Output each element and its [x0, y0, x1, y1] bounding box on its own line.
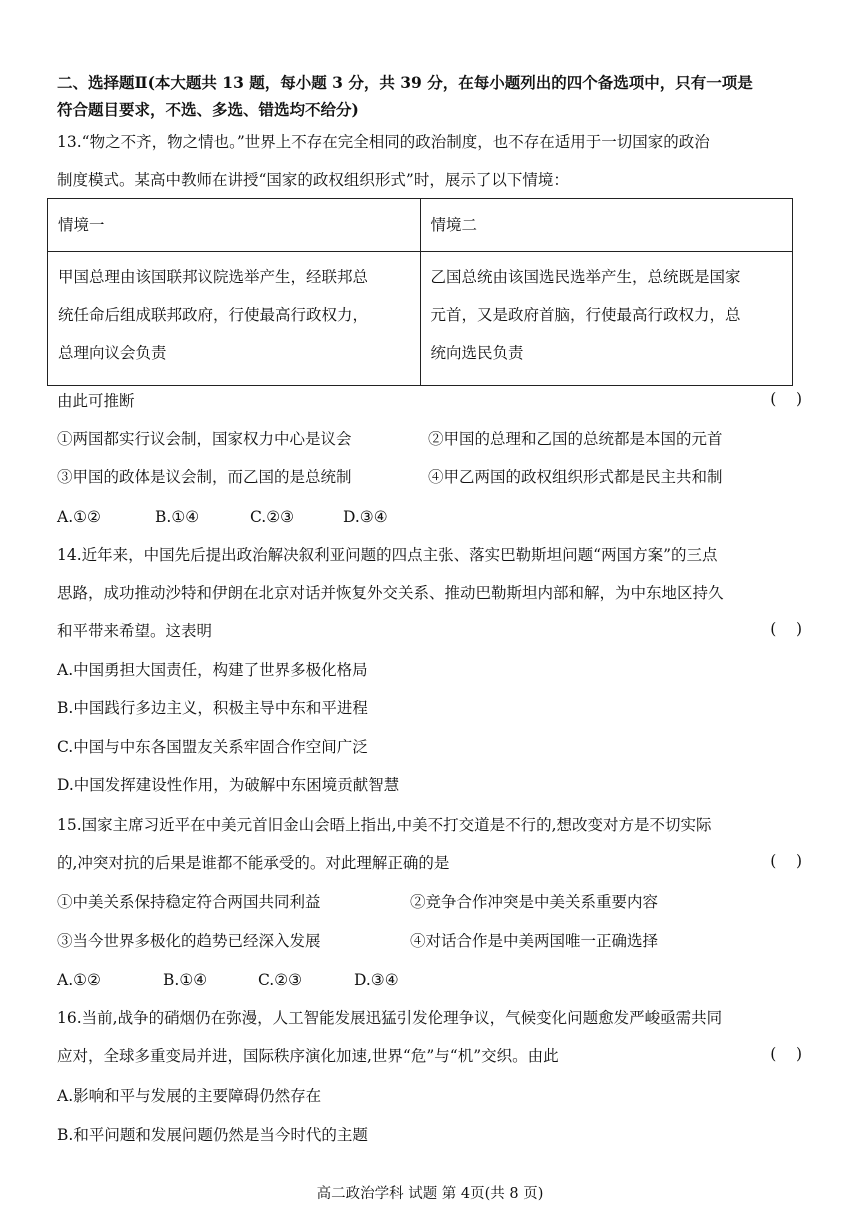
- q14-answer-paren: ( ): [770, 620, 802, 638]
- scenario-1-line: 统任命后组成联邦政府，行使最高行政权力，: [58, 306, 369, 324]
- q15-stem-line-2: 的,冲突对抗的后果是谁都不能承受的。对此理解正确的是: [57, 854, 450, 872]
- q13-stem-line-1: 13.“物之不齐，物之情也。”世界上不存在完全相同的政治制度，也不存在适用于一切国家的政治: [57, 133, 710, 151]
- q14-stem-line-2: 思路，成功推动沙特和伊朗在北京对话并恢复外交关系、推动巴勒斯坦内部和解，为中东地区持久: [57, 584, 724, 602]
- q15-stem-line-1: 15.国家主席习近平在中美元首旧金山会晤上指出,中美不打交道是不行的,想改变对方是不切实际: [57, 816, 712, 834]
- q14-option-c: C.中国与中东各国盟友关系牢固合作空间广泛: [57, 738, 368, 756]
- q15-item-3: ③当今世界多极化的趋势已经深入发展: [57, 932, 321, 950]
- q15-item-1: ①中美关系保持稳定符合两国共同利益: [57, 893, 321, 911]
- q15-item-4: ④对话合作是中美两国唯一正确选择: [410, 932, 659, 950]
- q16-option-b: B.和平问题和发展问题仍然是当今时代的主题: [57, 1126, 368, 1144]
- q14-option-d: D.中国发挥建设性作用，为破解中东困境贡献智慧: [57, 776, 400, 794]
- q16-answer-paren: ( ): [770, 1045, 802, 1063]
- scenario-1-line: 总理向议会负责: [58, 344, 167, 362]
- q14-option-b: B.中国践行多边主义，积极主导中东和平进程: [57, 699, 368, 717]
- q16-stem-line-1: 16.当前,战争的硝烟仍在弥漫，人工智能发展迅猛引发伦理争议，气候变化问题愈发严峻亟需共同: [57, 1009, 723, 1027]
- q13-stem-line-2: 制度模式。某高中教师在讲授“国家的政权组织形式”时，展示了以下情境：: [57, 171, 569, 189]
- q13-item-2: ②甲国的总理和乙国的总统都是本国的元首: [428, 430, 723, 448]
- q13-item-3: ③甲国的政体是议会制，而乙国的是总统制: [57, 468, 352, 486]
- q13-choice-a: A.①②: [57, 508, 101, 526]
- q13-choice-c: C.②③: [250, 508, 295, 526]
- scenario-1-header: 情境一: [48, 199, 421, 252]
- q13-item-4: ④甲乙两国的政权组织形式都是民主共和制: [428, 468, 723, 486]
- q15-choice-d: D.③④: [354, 971, 399, 989]
- q14-option-a: A.中国勇担大国责任，构建了世界多极化格局: [57, 661, 368, 679]
- page-footer: 高二政治学科 试题 第 4页(共 8 页): [316, 1186, 544, 1202]
- q13-choice-d: D.③④: [343, 508, 388, 526]
- q15-choice-a: A.①②: [57, 971, 101, 989]
- scenario-table: [47, 198, 793, 386]
- q16-option-a: A.影响和平与发展的主要障碍仍然存在: [57, 1087, 322, 1105]
- q15-choice-c: C.②③: [258, 971, 303, 989]
- q15-item-2: ②竞争合作冲突是中美关系重要内容: [410, 893, 659, 911]
- scenario-2-line: 乙国总统由该国选民选举产生，总统既是国家: [430, 268, 741, 286]
- section-title-line-2: 符合题目要求，不选、多选、错选均不给分): [57, 100, 359, 119]
- scenario-2-header: 情境二: [420, 199, 793, 252]
- section-title-line-1: 二、选择题Ⅱ(本大题共 13 题，每小题 3 分，共 39 分，在每小题列出的四个备选项中，只有一项是: [57, 73, 753, 92]
- q15-choice-b: B.①④: [163, 971, 208, 989]
- scenario-1-text: [48, 252, 421, 386]
- q16-stem-line-2: 应对，全球多重变局并进，国际秩序演化加速,世界“危”与“机”交织。由此: [57, 1047, 559, 1065]
- q13-item-1: ①两国都实行议会制，国家权力中心是议会: [57, 430, 352, 448]
- q13-answer-paren: ( ): [770, 390, 802, 408]
- scenario-1-line: 甲国总理由该国联邦议院选举产生，经联邦总: [58, 268, 369, 286]
- q13-choice-b: B.①④: [155, 508, 200, 526]
- q14-stem-line-3: 和平带来希望。这表明: [57, 622, 213, 640]
- scenario-2-text: [420, 252, 793, 386]
- q14-stem-line-1: 14.近年来，中国先后提出政治解决叙利亚问题的四点主张、落实巴勒斯坦问题“两国方案”的三点: [57, 546, 718, 564]
- scenario-2-line: 元首，又是政府首脑，行使最高行政权力，总: [430, 306, 741, 324]
- q13-lead: 由此可推断: [57, 392, 135, 410]
- scenario-2-line: 统向选民负责: [430, 344, 524, 362]
- q15-answer-paren: ( ): [770, 852, 802, 870]
